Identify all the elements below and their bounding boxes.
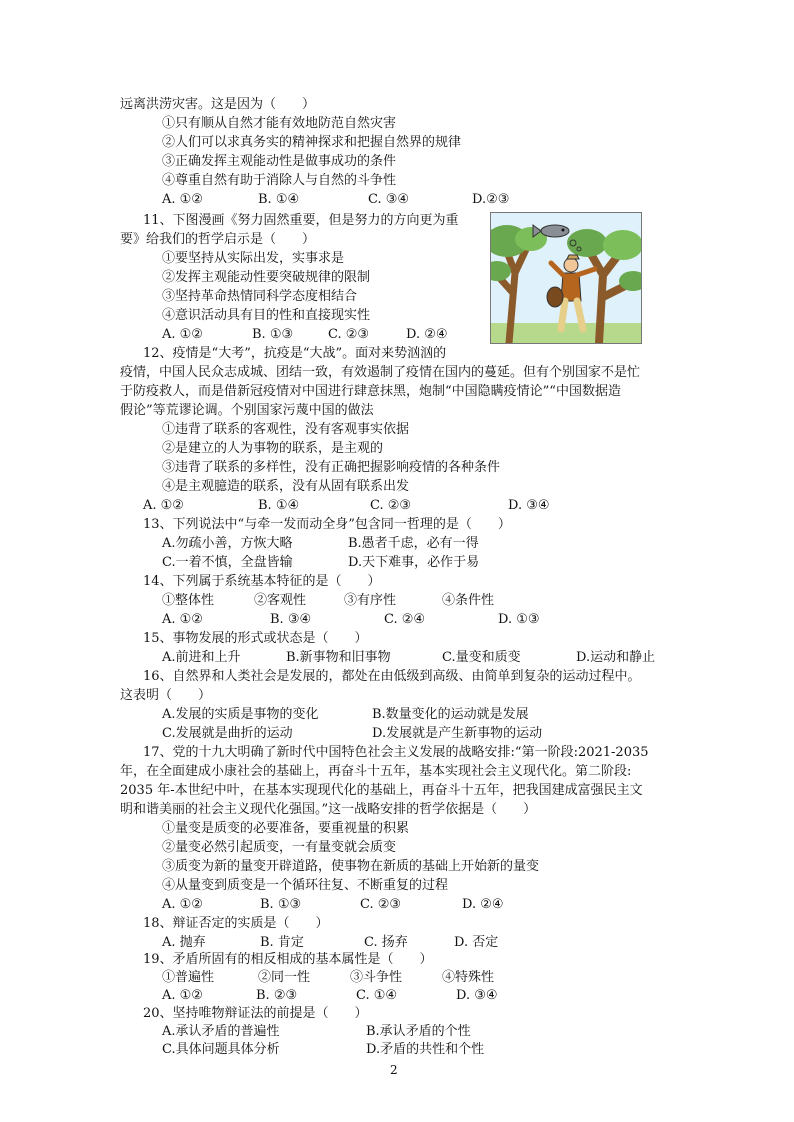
q17-option-c: C. ②③ (360, 897, 402, 912)
q14-statements (162, 592, 494, 610)
q15-option-c: C.量变和质变 (442, 650, 521, 665)
q17-option-b: B. ①③ (260, 897, 302, 912)
q20-option-b: B.承认矛盾的个性 (366, 1024, 471, 1039)
q15-option-b: B.新事物和旧事物 (286, 650, 391, 665)
q11-option-c: C. ②③ (328, 327, 370, 342)
q18-option-a: A. 抛弃 (162, 935, 206, 950)
q20-options-row-1 (162, 1023, 471, 1041)
q13-stem: 13、下列说法中“与牵一发而动全身”包含同一哲理的是（ ） (143, 517, 511, 532)
q18-option-d: D. 否定 (454, 935, 499, 950)
page-number: 2 (390, 1063, 398, 1077)
q16-stem-1: 16、自然界和人类社会是发展的，都处在由低级到高级、由简单到复杂的运动过程中。 (143, 669, 641, 684)
q16-option-a: A.发展的实质是事物的变化 (162, 707, 319, 722)
q19-statement-2: ②同一性 (258, 970, 311, 985)
q11-option-d: D. ②④ (406, 327, 448, 342)
q19-option-b: B. ②③ (256, 988, 298, 1003)
q13-options-row-1 (162, 535, 479, 553)
q19-statements (162, 969, 494, 987)
q12-stem-4: 假论”等荒谬论调。个别国家污蔑中国的做法 (120, 403, 374, 418)
q17-option-d: D. ②④ (462, 897, 504, 912)
q20-stem: 20、坚持唯物辩证法的前提是（ ） (143, 1006, 368, 1021)
q16-options-row-2 (162, 725, 542, 743)
q11-statement-3: ③坚持革命热情同科学态度相结合 (162, 289, 358, 304)
q10-option-d: D.②③ (472, 192, 510, 207)
q10-option-b: B. ①④ (258, 192, 300, 207)
q15-option-d: D.运动和静止 (576, 650, 656, 665)
q12-statement-3: ③违背了联系的多样性，没有正确把握影响疫情的各种条件 (162, 460, 501, 475)
q10-statement-2: ②人们可以求真务实的精神探求和把握自然界的规律 (162, 135, 462, 150)
q12-option-a: A. ①② (143, 498, 184, 513)
q11-statement-1: ①要坚持从实际出发，实事求是 (162, 251, 345, 266)
q12-statement-2: ②是建立的人为事物的联系，是主观的 (162, 441, 384, 456)
cartoon-illustration (490, 212, 642, 344)
q14-option-b: B. ③④ (270, 612, 312, 627)
q13-option-c: C.一着不慎，全盘皆输 (162, 555, 293, 570)
q10-statement-3: ③正确发挥主观能动性是做事成功的条件 (162, 154, 397, 169)
q17-stem-1: 17、党的十九大明确了新时代中国特色社会主义发展的战略安排:“第一阶段:2021-2035 (143, 745, 649, 760)
q17-stem-4: 明和谐美丽的社会主义现代化强国。”这一战略安排的哲学依据是（ ） (120, 802, 537, 817)
q11-stem-1: 11、下图漫画《努力固然重要，但是努力的方向更为重 (143, 213, 459, 228)
q12-option-c: C. ②③ (370, 498, 412, 513)
q15-options (162, 649, 655, 667)
q14-option-d: D. ①③ (498, 612, 540, 627)
q19-statement-1: ①普遍性 (162, 970, 215, 985)
q10-statement-4: ④尊重自然有助于消除人与自然的斗争性 (162, 173, 397, 188)
q15-stem: 15、事物发展的形式或状态是（ ） (143, 631, 368, 646)
q13-options-row-2 (162, 554, 479, 572)
q12-stem-2: 疫情，中国人民众志成城、团结一致，有效遏制了疫情在国内的蔓延。但有个别国家不是忙 (120, 365, 641, 380)
q11-options (162, 326, 448, 344)
q17-statement-1: ①量变是质变的必要准备，要重视量的积累 (162, 821, 410, 836)
q12-stem-1: 12、疫情是“大考”，抗疫是“大战”。面对来势汹汹的 (143, 346, 447, 361)
q13-option-b: B.愚者千虑，必有一得 (348, 536, 479, 551)
q14-statement-1: ①整体性 (162, 593, 215, 608)
q11-option-a: A. ①② (162, 327, 203, 342)
q10-option-a: A. ①② (162, 192, 203, 207)
q19-stem: 19、矛盾所固有的相反相成的基本属性是（ ） (143, 952, 433, 967)
q13-option-d: D.天下难事，必作于易 (348, 555, 480, 570)
q15-option-a: A.前进和上升 (162, 650, 241, 665)
q12-statement-4: ④是主观臆造的联系，没有从固有联系出发 (162, 479, 410, 494)
q20-option-d: D.矛盾的共性和个性 (366, 1042, 485, 1057)
q19-option-a: A. ①② (162, 988, 203, 1003)
q10-options (162, 191, 509, 209)
q18-option-c: C. 扬弃 (364, 935, 408, 950)
q11-option-b: B. ①③ (252, 327, 294, 342)
q17-options (162, 896, 504, 914)
q14-statement-2: ②客观性 (254, 593, 307, 608)
q17-statement-2: ②量变必然引起质变，一有量变就会质变 (162, 840, 397, 855)
q11-stem-2: 要》给我们的哲学启示是（ ） (120, 232, 316, 247)
q20-stem-line (143, 1005, 368, 1023)
q10-option-c: C. ③④ (368, 192, 410, 207)
q14-statement-3: ③有序性 (344, 593, 397, 608)
q10-statement-1: ①只有顺从自然才能有效地防范自然灾害 (162, 116, 397, 131)
q12-option-b: B. ①④ (258, 498, 300, 513)
q17-stem-3: 2035 年-本世纪中叶，在基本实现现代化的基础上，再奋斗十五年，把我国建成富强民主文 (120, 783, 643, 798)
q18-stem: 18、辩证否定的实质是（ ） (143, 916, 329, 931)
q20-option-c: C.具体问题具体分析 (162, 1042, 280, 1057)
q14-stem: 14、下列属于系统基本特征的是（ ） (143, 574, 381, 589)
q19-options (162, 987, 498, 1005)
q16-stem-2: 这表明（ ） (120, 688, 212, 703)
q13-option-a: A.勿疏小善，方恢大略 (162, 536, 293, 551)
q16-option-c: C.发展就是曲折的运动 (162, 726, 293, 741)
intro-line: 远离洪涝灾害。这是因为（ ） (120, 97, 316, 112)
q19-option-d: D. ③④ (456, 988, 498, 1003)
q18-options (162, 934, 498, 952)
q16-options-row-1 (162, 706, 529, 724)
q19-statement-3: ③斗争性 (350, 970, 403, 985)
q17-stem-2: 年，在全面建成小康社会的基础上，再奋斗十五年，基本实现社会主义现代化。第二阶段: (120, 764, 632, 779)
cartoon-drawing (491, 213, 641, 343)
q12-option-d: D. ③④ (508, 498, 550, 513)
q12-statement-1: ①违背了联系的客观性，没有客观事实依据 (162, 422, 410, 437)
q20-options-row-2 (162, 1041, 484, 1059)
q17-option-a: A. ①② (162, 897, 203, 912)
q11-statement-4: ④意识活动具有目的性和直接现实性 (162, 308, 371, 323)
q11-statement-2: ②发挥主观能动性要突破规律的限制 (162, 270, 371, 285)
q14-options (162, 611, 540, 629)
q20-option-a: A.承认矛盾的普遍性 (162, 1024, 280, 1039)
q14-statement-4: ④条件性 (442, 593, 495, 608)
q14-option-a: A. ①② (162, 612, 203, 627)
q12-stem-3: 于防疫救人，而是借新冠疫情对中国进行肆意抹黑，炮制“中国隐瞒疫情论”“中国数据造 (120, 384, 621, 399)
q14-option-c: C. ②④ (384, 612, 426, 627)
q17-statement-4: ④从量变到质变是一个循环往复、不断重复的过程 (162, 878, 449, 893)
q19-option-c: C. ①④ (356, 988, 398, 1003)
q17-statement-3: ③质变为新的量变开辟道路，使事物在新质的基础上开始新的量变 (162, 859, 540, 874)
q12-options (143, 497, 550, 515)
q16-option-d: D.发展就是产生新事物的运动 (372, 726, 543, 741)
q18-option-b: B. 肯定 (260, 935, 304, 950)
q19-statement-4: ④特殊性 (442, 970, 495, 985)
q16-option-b: B.数量变化的运动就是发展 (372, 707, 529, 722)
